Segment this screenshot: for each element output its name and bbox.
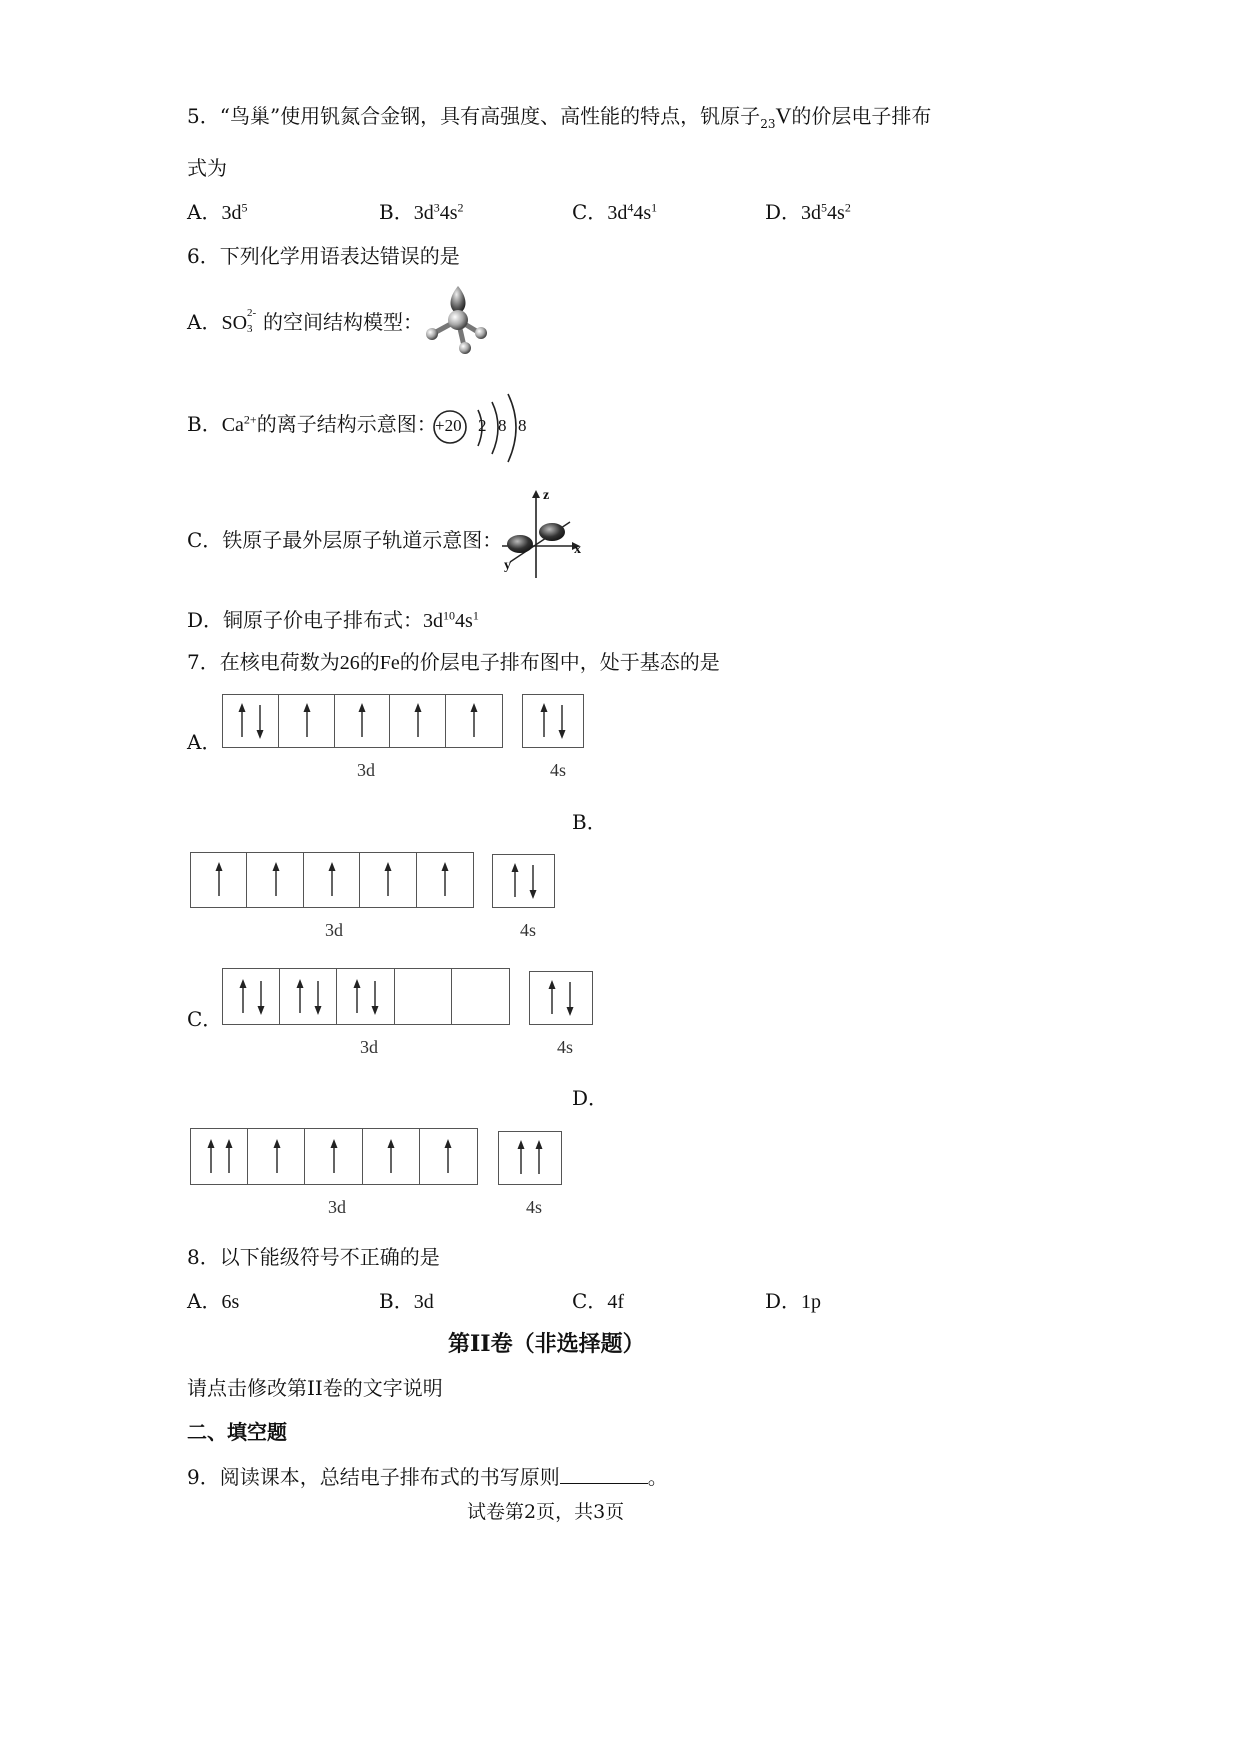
option-mid: 4s: [439, 202, 458, 224]
orbital-cell: [417, 853, 473, 907]
option-base: 3d: [607, 202, 628, 224]
spin-up-arrow-icon: [206, 1139, 216, 1175]
q6-stem: 6．下列化学用语表达错误的是: [187, 244, 460, 268]
q9-answer-blank[interactable]: [560, 1465, 648, 1484]
q7-option-a-4s-label: 4s: [550, 760, 567, 780]
spin-up-arrow-icon: [238, 979, 248, 1015]
iron-orbital-diagram: [496, 488, 592, 580]
orbital-cell: [395, 969, 452, 1024]
option-letter: D．: [765, 200, 802, 224]
q7-option-d-letter: D．: [572, 1086, 609, 1110]
spin-up-arrow-icon: [271, 862, 281, 898]
fill-in-heading: 二、填空题: [187, 1420, 287, 1444]
ion-shell-count: 8: [498, 416, 507, 435]
orbital-cell: [420, 1129, 477, 1184]
orbital-cell: [223, 969, 280, 1024]
spin-down-arrow-icon: [313, 979, 323, 1015]
option-letter: B．: [379, 200, 414, 224]
q7-option-a-letter: A．: [187, 730, 222, 754]
orbital-cell: [363, 1129, 420, 1184]
orbital-cell: [223, 695, 279, 747]
spin-up-arrow-icon: [327, 862, 337, 898]
orbital-cell: [191, 853, 247, 907]
q7-option-d-4s-box: [498, 1131, 562, 1185]
option-sup: 1: [472, 608, 479, 623]
option-letter: D．: [765, 1289, 802, 1313]
orbital-cell: [280, 969, 337, 1024]
spin-up-arrow-icon: [534, 1140, 544, 1176]
formula-so: SO: [221, 312, 248, 334]
q7-option-c-4s-label: 4s: [557, 1037, 574, 1057]
orbital-cell: [523, 695, 583, 747]
option-sup: 5: [821, 200, 828, 215]
q5-text-before: 5．“鸟巢”使用钒氮合金钢，具有高强度、高性能的特点，钒原子: [187, 104, 761, 128]
option-base: 3d: [413, 202, 434, 224]
option-letter: A．: [187, 1289, 222, 1313]
spin-up-arrow-icon: [357, 703, 367, 739]
q8-option-a: [187, 1285, 239, 1314]
spin-up-arrow-icon: [352, 979, 362, 1015]
q7-stem-mid: 的: [359, 650, 380, 674]
orbital-cell: [279, 695, 335, 747]
orbital-cell: [493, 855, 554, 907]
option-letter: B．: [379, 1289, 414, 1313]
spin-down-arrow-icon: [256, 979, 266, 1015]
spin-up-arrow-icon: [510, 863, 520, 899]
spin-up-arrow-icon: [214, 862, 224, 898]
option-letter: B．: [187, 412, 222, 436]
option-sup: 2: [457, 200, 464, 215]
q7-option-c-letter: C．: [187, 1007, 223, 1031]
q7-option-c-4s-box: [529, 971, 593, 1025]
option-text: D．铜原子价电子排布式：: [187, 608, 424, 632]
q8-option-c: [572, 1285, 624, 1314]
q7-stem-fe: Fe: [379, 652, 400, 674]
option-text: 的离子结构示意图：: [256, 412, 437, 436]
orbital-cell: [337, 969, 394, 1024]
q7-option-a-3d-label: 3d: [357, 760, 375, 780]
formula-subscript: 3: [247, 323, 253, 335]
option-mid: 4s: [827, 202, 845, 224]
orbital-cell: [335, 695, 391, 747]
spin-up-arrow-icon: [547, 980, 557, 1016]
q7-option-d-3d-boxes: [190, 1128, 478, 1185]
spin-up-arrow-icon: [237, 703, 247, 739]
spin-up-arrow-icon: [302, 703, 312, 739]
option-base: 3d: [221, 202, 242, 224]
q7-option-c-3d-boxes: [222, 968, 510, 1025]
axis-label-z: z: [543, 488, 550, 503]
q8-stem: 8．以下能级符号不正确的是: [187, 1245, 440, 1269]
ion-shell-count: 2: [478, 416, 487, 435]
option-sup: 4: [627, 200, 634, 215]
axis-label-x: x: [574, 542, 581, 557]
q7-option-a-4s-box: [522, 694, 584, 748]
spin-down-arrow-icon: [565, 980, 575, 1016]
ion-shell-count: 8: [518, 416, 527, 435]
option-mid: 4s: [633, 202, 652, 224]
option-sup: 2: [844, 200, 851, 215]
option-base: 3d: [423, 610, 444, 632]
q8-option-d: [765, 1285, 821, 1314]
option-letter: A．: [187, 310, 222, 334]
q7-stem-before: 7．在核电荷数为: [187, 650, 340, 674]
q7-option-a-3d-boxes: [222, 694, 503, 748]
orbital-cell: [304, 853, 360, 907]
orbital-cell: [530, 972, 592, 1024]
q7-stem-number: 26: [339, 652, 360, 674]
orbital-cell: [360, 853, 416, 907]
spin-up-arrow-icon: [443, 1139, 453, 1175]
q5-line2: 式为: [187, 156, 227, 180]
option-mid: 4s: [455, 610, 473, 632]
q6-option-c: C．铁原子最外层原子轨道示意图：: [187, 528, 503, 552]
q8-option-b: [379, 1285, 434, 1314]
orbital-cell: [446, 695, 502, 747]
option-letter: C．: [572, 200, 608, 224]
q5-option-b: [379, 196, 464, 225]
spin-up-arrow-icon: [224, 1139, 234, 1175]
option-letter: A．: [187, 200, 222, 224]
option-value: 6s: [221, 1291, 240, 1313]
q7-option-c-3d-label: 3d: [360, 1037, 378, 1057]
q7-option-b-4s-label: 4s: [520, 920, 537, 940]
option-value: 4f: [607, 1291, 624, 1313]
q7-stem: [187, 646, 720, 675]
spin-down-arrow-icon: [370, 979, 380, 1015]
orbital-cell: [191, 1129, 248, 1184]
so3-ball-stick-model-icon: [420, 280, 492, 358]
q6-option-b: [187, 408, 437, 437]
ion-nucleus-charge: +20: [435, 416, 462, 435]
q7-option-b-letter: B．: [572, 810, 607, 834]
q6-option-d: [187, 604, 479, 633]
spin-up-arrow-icon: [329, 1139, 339, 1175]
formula-ca: Ca: [221, 414, 244, 436]
orbital-cell: [499, 1132, 561, 1184]
q5-v-symbol: V: [775, 103, 792, 128]
orbital-cell: [305, 1129, 362, 1184]
q9-text: 9．阅读课本，总结电子排布式的书写原则: [187, 1465, 560, 1489]
spin-up-arrow-icon: [295, 979, 305, 1015]
option-sup: 1: [651, 200, 658, 215]
spin-down-arrow-icon: [528, 863, 538, 899]
q9-period: 。: [647, 1465, 668, 1489]
orbital-cell: [452, 969, 509, 1024]
section-2-title: 第II卷（非选择题）: [448, 1331, 645, 1357]
q7-stem-after: 的价层电子排布图中，处于基态的是: [399, 650, 720, 674]
option-letter: C．: [572, 1289, 608, 1313]
q5-text-after: 的价层电子排布: [791, 104, 932, 128]
q7-option-b-4s-box: [492, 854, 555, 908]
ca-ion-structure-diagram: [430, 390, 540, 466]
orbital-cell: [390, 695, 446, 747]
q5-option-c: [572, 196, 657, 225]
spin-up-arrow-icon: [539, 703, 549, 739]
spin-up-arrow-icon: [440, 862, 450, 898]
spin-up-arrow-icon: [516, 1140, 526, 1176]
option-sup: 10: [443, 608, 456, 623]
formula-charge: 2-: [247, 307, 257, 319]
q7-option-d-3d-label: 3d: [328, 1197, 346, 1217]
q7-option-d-4s-label: 4s: [526, 1197, 543, 1217]
spin-up-arrow-icon: [413, 703, 423, 739]
spin-up-arrow-icon: [386, 1139, 396, 1175]
axis-label-y: y: [504, 558, 511, 573]
option-value: 1p: [801, 1291, 822, 1313]
spin-down-arrow-icon: [557, 703, 567, 739]
q5-option-d: [765, 196, 851, 225]
q7-option-b-3d-label: 3d: [325, 920, 343, 940]
option-text: 的空间结构模型：: [263, 310, 424, 334]
option-sup: 3: [433, 200, 440, 215]
option-base: 3d: [801, 202, 822, 224]
q9-line: [187, 1461, 668, 1490]
q5-v-sub: 23: [760, 117, 776, 131]
option-sup: 5: [241, 200, 248, 215]
orbital-cell: [247, 853, 303, 907]
option-value: 3d: [413, 1291, 434, 1313]
page-footer: 试卷第2页，共3页: [467, 1501, 625, 1523]
q5-option-a: [187, 196, 247, 225]
q5-line1: [187, 100, 931, 131]
spin-up-arrow-icon: [272, 1139, 282, 1175]
section-2-note[interactable]: 请点击修改第II卷的文字说明: [187, 1376, 443, 1400]
spin-down-arrow-icon: [255, 703, 265, 739]
spin-up-arrow-icon: [469, 703, 479, 739]
q7-option-b-3d-boxes: [190, 852, 474, 908]
q6-option-a: [187, 306, 423, 335]
orbital-cell: [248, 1129, 305, 1184]
spin-up-arrow-icon: [383, 862, 393, 898]
formula-charge: 2+: [243, 412, 257, 427]
